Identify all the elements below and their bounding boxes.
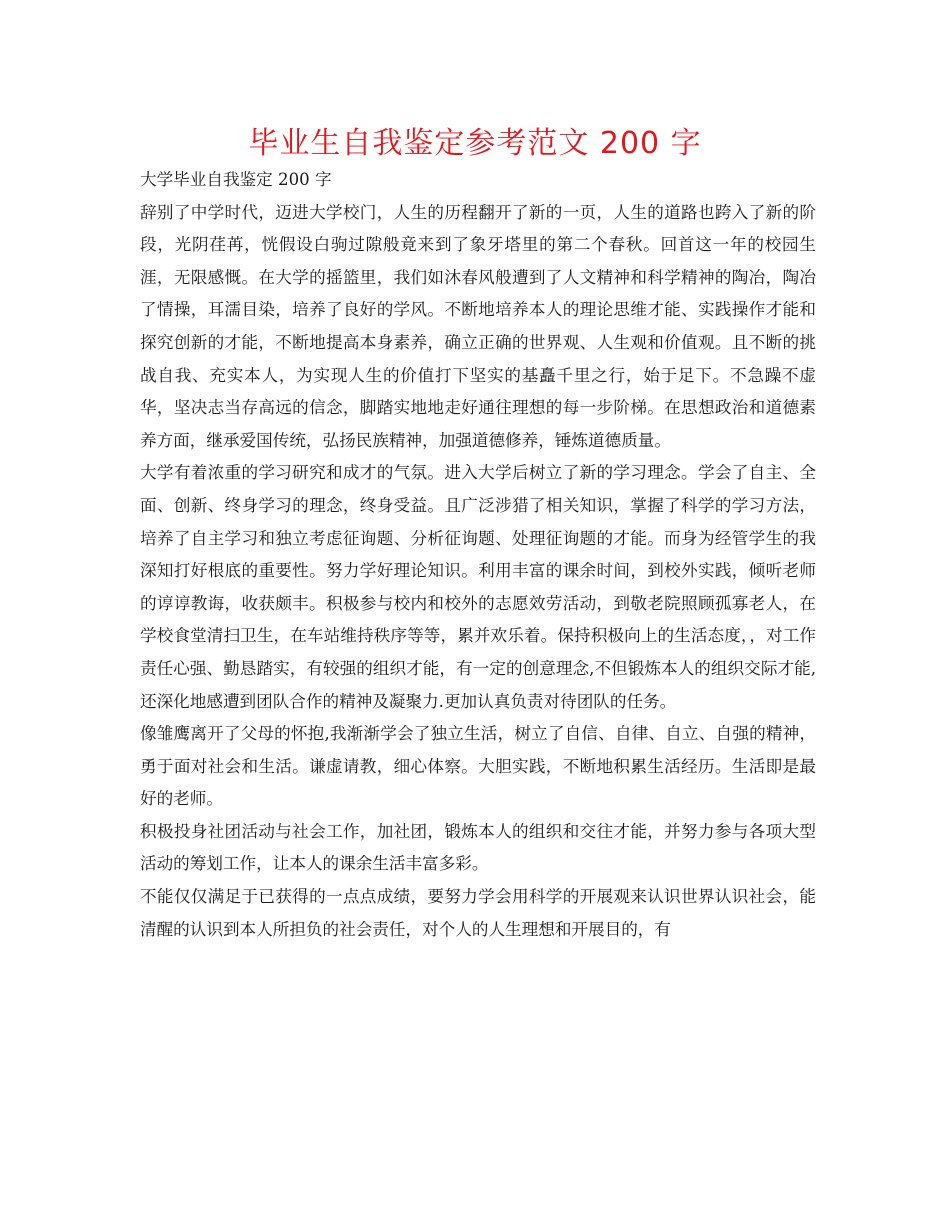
paragraph-5: 不能仅仅满足于已获得的一点点成绩，要努力学会用科学的开展观来认识世界认识社会，能清醒的认识到本人所担负的社会责任，对个人的人生理想和开展目的，有 [140,887,816,939]
document-body [140,164,816,946]
paragraph-1: 辞别了中学时代，迈进大学校门，人生的历程翻开了新的一页，人生的道路也跨入了新的阶段，光阴荏苒，恍假设白驹过隙般竟来到了象牙塔里的第二个春秋。回首这一年的校园生涯，无限感慨。在大学的摇篮里，我们如沐春风般遭到了人文精神和科学精神的陶冶，陶冶了情操，耳濡目染，培养了良好的学风。不断地培养本人的理论思维才能、实践操作才能和探究创新的才能，不断地提高本身素养，确立正确的世界观、人生观和价值观。且不断的挑战自我、充实本人，为实现人生的价值打下坚实的基矗千里之行，始于足下。不急躁不虚华，坚决志当存高远的信念，脚踏实地地走好通往理想的每一步阶梯。在思想政治和道德素养方面，继承爱国传统，弘扬民族精神，加强道德修养，锤炼道德质量。 [140,202,816,450]
paragraph-4: 积极投身社团活动与社会工作，加社团，锻炼本人的组织和交往才能，并努力参与各项大型活动的筹划工作，让本人的课余生活丰富多彩。 [140,821,816,874]
paragraph-2: 大学有着浓重的学习研究和成才的气氛。进入大学后树立了新的学习理念。学会了自主、全面、创新、终身学习的理念，终身受益。且广泛涉猎了相关知识，掌握了科学的学习方法，培养了自主学习和独立考虑征询题、分析征询题、处理征询题的才能。而身为经管学生的我深知打好根底的重要性。努力学好理论知识。利用丰富的课余时间，到校外实践，倾听老师的谆谆教诲，收获颇丰。积极参与校内和校外的志愿效劳活动，到敬老院照顾孤寡老人，在学校食堂清扫卫生，在车站维持秩序等等，累并欢乐着。保持积极向上的生活态度，，对工作责任心强、勤恳踏实，有较强的组织才能，有一定的创意理念,不但锻炼本人的组织交际才能,还深化地感遭到团队合作的精神及凝聚力.更加认真负责对待团队的任务。 [140,463,816,711]
document-title: 毕业生自我鉴定参考范文 200 字 [248,126,702,161]
paragraph-3: 像雏鹰离开了父母的怀抱,我渐渐学会了独立生活，树立了自信、自律、自立、自强的精神，勇于面对社会和生活。谦虚请教，细心体察。大胆实践，不断地积累生活经历。生活即是最好的老师。 [140,724,816,809]
document-subtitle: 大学毕业自我鉴定 200 字 [140,170,332,189]
